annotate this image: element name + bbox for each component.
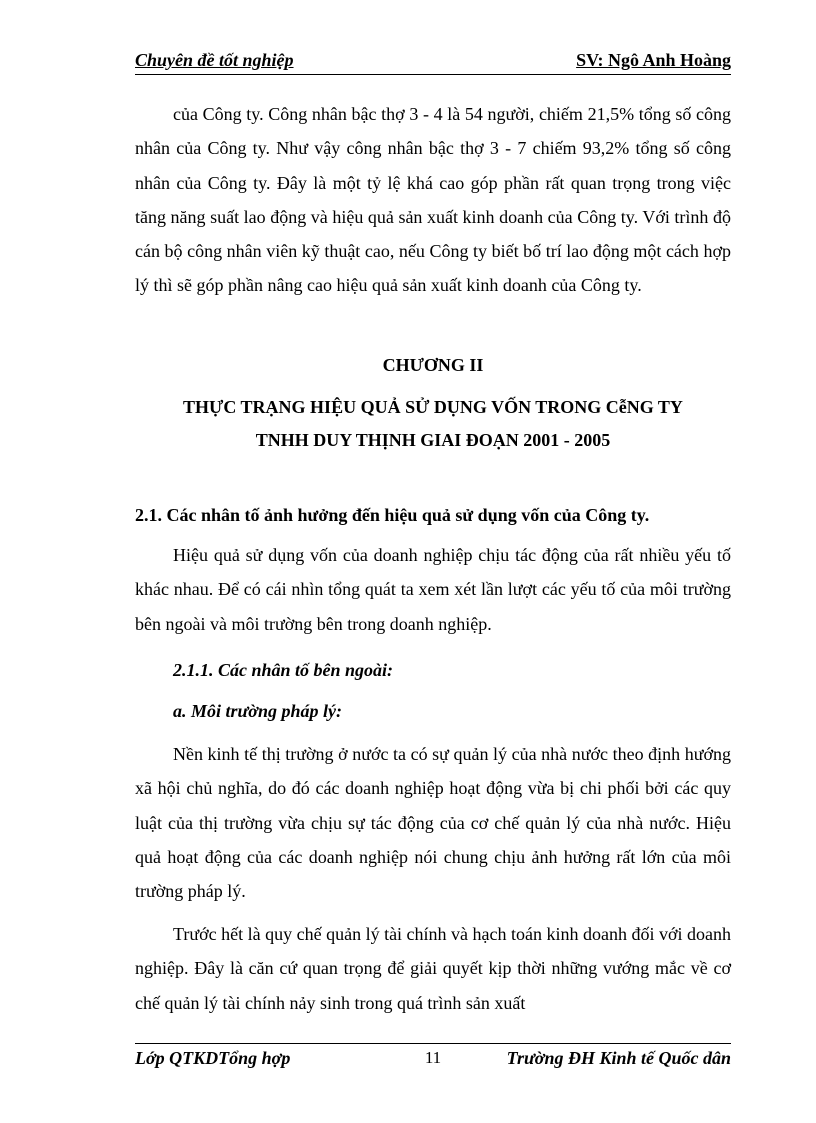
page-header (135, 50, 731, 75)
section-a-heading: a. Môi trường pháp lý: (173, 701, 342, 721)
footer-university: Trường ĐH Kinh tế Quốc dân (506, 1048, 731, 1068)
paragraph-4-block (135, 917, 731, 1020)
page-number: 11 (424, 1048, 442, 1067)
header-author: SV: Ngô Anh Hoàng (576, 50, 731, 70)
chapter-title-line-2: TNHH DUY THỊNH GIAI ĐOẠN 2001 - 2005 (255, 430, 611, 450)
paragraph-3: Nền kinh tế thị trường ở nước ta có sự quản lý của nhà nước theo định hướng xã hội chủ nghĩa, do đó các doanh nghiệp hoạt động vừa bị chi phối bởi các quy luật của thị trường vừa chịu sự tác động của cơ chế quản lý của nhà nước. Hiệu quả hoạt động của các doanh nghiệp nói chung chịu ảnh hưởng rất lớn của môi trường pháp lý. (135, 744, 731, 902)
chapter-number: CHƯƠNG II (382, 355, 484, 375)
chapter-title-line-1: THỰC TRẠNG HIỆU QUẢ SỬ DỤNG VỐN TRONG CễNG TY (183, 397, 683, 417)
header-title: Chuyên đề tốt nghiệp (135, 50, 294, 70)
paragraph-2-block (135, 538, 731, 641)
paragraph-1-block (135, 97, 731, 303)
footer-class: Lớp QTKDTổng hợp (135, 1048, 291, 1068)
paragraph-1: của Công ty. Công nhân bậc thợ 3 - 4 là 54 người, chiếm 21,5% tổng số công nhân của Công ty. Như vậy công nhân bậc thợ 3 - 7 chiếm 93,2% tổng số công nhân của Công ty. Đây là một tỷ lệ khá cao góp phần rất quan trọng trong việc tăng năng suất lao động và hiệu quả sản xuất kinh doanh của Công ty. Với trình độ cán bộ công nhân viên kỹ thuật cao, nếu Công ty biết bố trí lao động một cách hợp lý thì sẽ góp phần nâng cao hiệu quả sản xuất kinh doanh của Công ty. (135, 104, 731, 296)
page-footer (135, 1043, 731, 1072)
paragraph-3-block (135, 737, 731, 908)
paragraph-2: Hiệu quả sử dụng vốn của doanh nghiệp chịu tác động của rất nhiều yếu tố khác nhau. Để có cái nhìn tổng quát ta xem xét lần lượt các yếu tố của môi trường bên ngoài và môi trường bên trong doanh nghiệp. (135, 545, 731, 634)
section-2-1-1-heading: 2.1.1. Các nhân tố bên ngoài: (173, 660, 394, 680)
section-2-1-heading: 2.1. Các nhân tố ảnh hưởng đến hiệu quả sử dụng vốn của Công ty. (135, 505, 650, 525)
paragraph-4: Trước hết là quy chế quản lý tài chính và hạch toán kinh doanh đối với doanh nghiệp. Đây là căn cứ quan trọng để giải quyết kịp thời những vướng mắc về cơ chế quản lý tài chính nảy sinh trong quá trình sản xuất (135, 924, 732, 1013)
